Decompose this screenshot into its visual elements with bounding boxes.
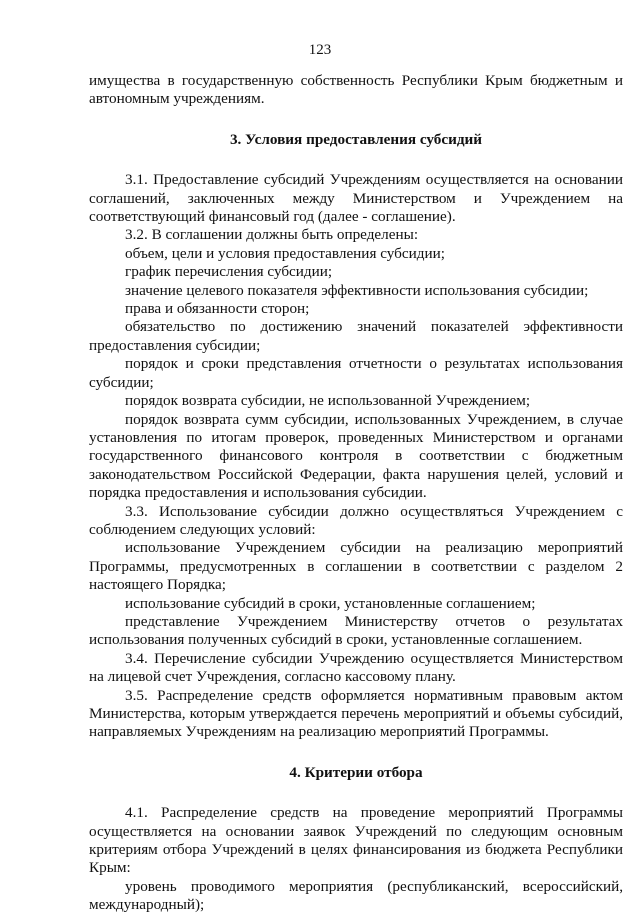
agreement-item: график перечисления субсидии; [125, 263, 333, 281]
page-number: 123 [308, 42, 332, 58]
agreement-item: обязательство по достижению значений показателей эффективности предоставления субсидии; [89, 318, 623, 354]
condition-item: представление Учреждением Министерству отчетов о результатах использования полученных субсидий в сроки, установленные соглашением. [89, 612, 623, 649]
agreement-item: порядок возврата субсидии, не использованной Учреждением; [125, 392, 531, 410]
intro-paragraph: имущества в государственную собственность Республики Крым бюджетным и автономным учреждениям. [89, 72, 623, 108]
paragraph-3-5: 3.5. Распределение средств оформляется нормативным правовым актом Министерства, которым утверждается перечень мероприятий и объемы субсидий, направляемых Учреждениям на реализацию мероприятий Программы. [89, 686, 623, 741]
section-4-heading: 4. Критерии отбора [289, 763, 423, 781]
paragraph-3-4: 3.4. Перечисление субсидии Учреждению осуществляется Министерством на лицевой счет Учреждения, согласно кассовому плану. [89, 649, 623, 686]
paragraph-3-3: 3.3. Использование субсидии должно осуществляться Учреждением с соблюдением следующих условий: [89, 502, 623, 538]
section-3-heading: 3. Условия предоставления субсидий [229, 130, 483, 148]
condition-item: использование субсидий в сроки, установленные соглашением; [125, 594, 536, 612]
agreement-item: объем, цели и условия предоставления субсидии; [125, 244, 445, 262]
agreement-item: порядок и сроки представления отчетности о результатах использования субсидии; [89, 355, 623, 391]
paragraph-3-2: 3.2. В соглашении должны быть определены: [125, 226, 419, 244]
criterion-item: уровень проводимого мероприятия (республиканский, всероссийский, международный); [89, 877, 623, 914]
agreement-item: порядок возврата сумм субсидии, использованных Учреждением, в случае установления по итогам проверок, проведенных Министерством и органами государственного финансового контроля в соответствии с бюджетным законодательством Российской Федерации, факта нарушения целей, условий и порядка предоставления и использования субсидии. [89, 410, 623, 502]
condition-item: использование Учреждением субсидии на реализацию мероприятий Программы, предусмотренных в соглашении в соответствии с разделом 2 настоящего Порядка; [89, 539, 623, 594]
paragraph-4-1: 4.1. Распределение средств на проведение мероприятий Программы осуществляется на основании заявок Учреждений по следующим основным критериям отбора Учреждений в целях финансирования из бюджета Республики Крым: [89, 804, 623, 877]
document-body [89, 72, 623, 915]
paragraph-3-1: 3.1. Предоставление субсидий Учреждениям осуществляется на основании соглашений, заключенных между Министерством и Учреждением на соответствующий финансовый год (далее - соглашение). [89, 171, 623, 226]
agreement-item: права и обязанности сторон; [125, 300, 310, 318]
agreement-item: значение целевого показателя эффективности использования субсидии; [125, 281, 589, 299]
